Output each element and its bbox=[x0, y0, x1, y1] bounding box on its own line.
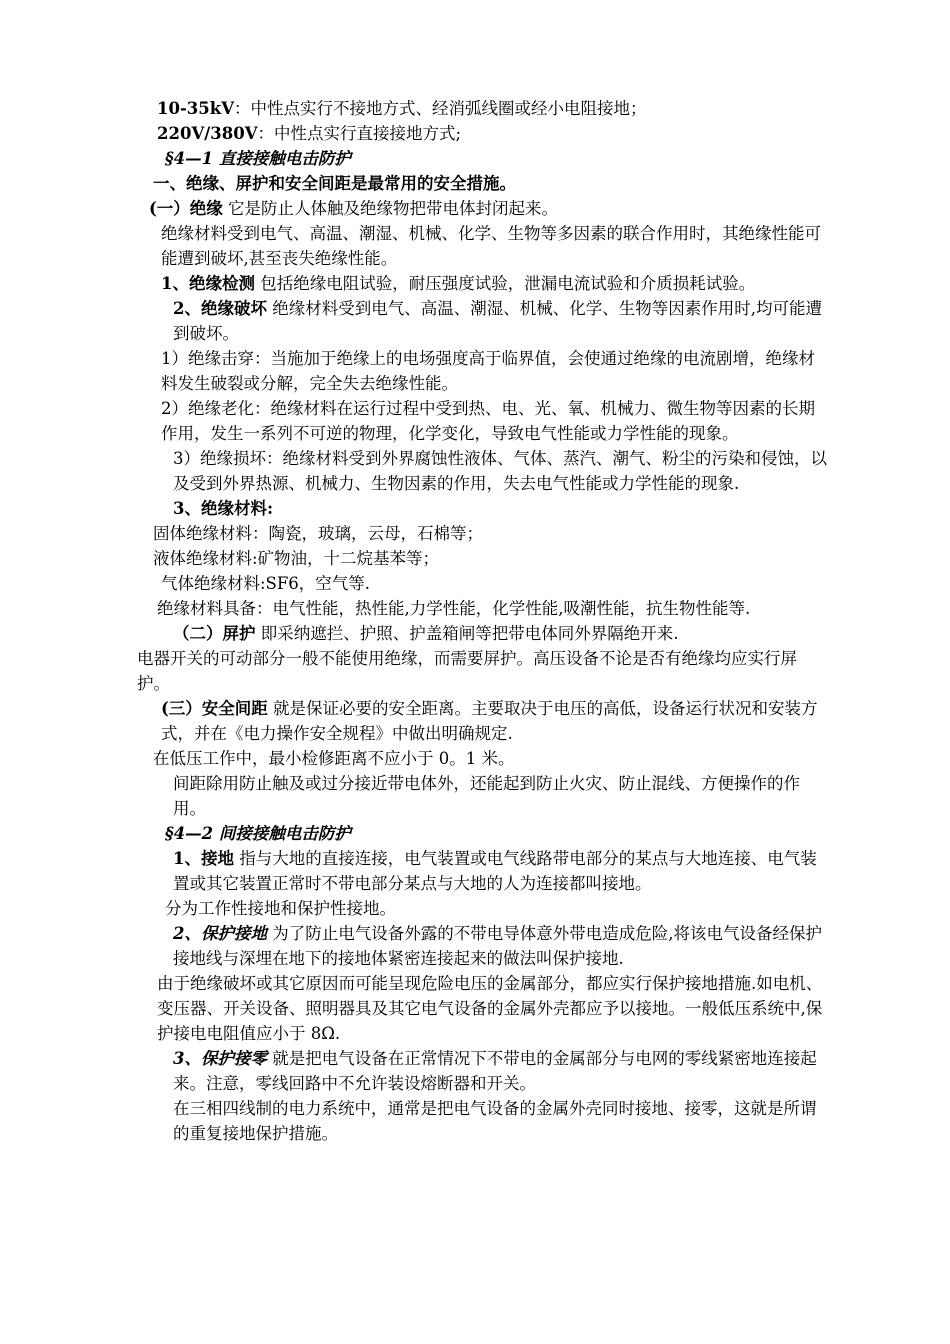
paragraph-grounding: 1、接地 指与大地的直接连接，电气装置或电气线路带电部分的某点与大地连接、电气装置或其它装置正常时不带电部分某点与大地的人为连接都叫接地。 bbox=[173, 849, 817, 893]
paragraph-material-properties: 绝缘材料具备：电气性能，热性能,力学性能，化学性能,吸潮性能，抗生物性能等. bbox=[157, 599, 751, 618]
paragraph-insulation-testing: 1、绝缘检测 包括绝缘电阻试验，耐压强度试验，泄漏电流试验和介质损耗试验。 bbox=[161, 274, 756, 293]
paragraph-min-distance: 在低压工作中，最小检修距离不应小于 0。1 米。 bbox=[153, 749, 515, 768]
paragraph-protective-neutral: 3、保护接零 就是把电气设备在正常情况下不带电的金属部分与电网的零线紧密地连接起来。注意，零线回路中不允许装设熔断器和开关。 bbox=[173, 1049, 817, 1093]
paragraph-insulation-damage: 2、绝缘破坏 绝缘材料受到电气、高温、潮湿、机械、化学、生物等因素作用时,均可能遭到破坏。 bbox=[173, 299, 822, 343]
paragraph-switch-shielding: 电器开关的可动部分一般不能使用绝缘，而需要屏护。高压设备不论是否有绝缘均应实行屏护。 bbox=[137, 649, 797, 693]
paragraph-liquid-materials: 液体绝缘材料:矿物油，十二烷基苯等； bbox=[153, 549, 440, 568]
paragraph-shielding: （二）屏护 即采纳遮拦、护照、护盖箱闸等把带电体同外界隔绝开来. bbox=[173, 624, 679, 643]
voltage-label: 220V/380V bbox=[157, 124, 258, 143]
paragraph-voltage-220v: 220V/380V：中性点实行直接接地方式; bbox=[157, 124, 462, 143]
paragraph-distance-purpose: 间距除用防止触及或过分接近带电体外，还能起到防止火灾、防止混线、方便操作的作用。 bbox=[173, 774, 800, 818]
paragraph-breakdown: 1）绝缘击穿：当施加于绝缘上的电场强度高于临界值，会使通过绝缘的电流剧增，绝缘材料发生破裂或分解，完全失去绝缘性能。 bbox=[161, 349, 815, 393]
paragraph-gas-materials: 气体绝缘材料:SF6，空气等. bbox=[161, 574, 371, 593]
paragraph-grounding-types: 分为工作性接地和保护性接地。 bbox=[165, 899, 396, 918]
paragraph-aging: 2）绝缘老化：绝缘材料在运行过程中受到热、电、光、氧、机械力、微生物等因素的长期作用，发生一系列不可逆的物理，化学变化，导致电气性能或力学性能的现象。 bbox=[161, 399, 815, 443]
paragraph-voltage-10-35kv: 10-35kV：中性点实行不接地方式、经消弧线圈或经小电阻接地； bbox=[157, 99, 647, 118]
voltage-label: 10-35kV bbox=[157, 99, 235, 118]
paragraph-damage: 3）绝缘损坏：绝缘材料受到外界腐蚀性液体、气体、蒸汽、潮气、粉尘的污染和侵蚀，以及受到外界热源、机械力、生物因素的作用，失去电气性能或力学性能的现象. bbox=[173, 449, 827, 493]
paragraph-safety-distance: (三）安全间距 就是保证必要的安全距离。主要取决于电压的高低，设备运行状况和安装方式，并在《电力操作安全规程》中做出明确规定. bbox=[161, 699, 818, 743]
paragraph-solid-materials: 固体绝缘材料：陶瓷，玻璃，云母，石棉等； bbox=[153, 524, 483, 543]
paragraph-protective-grounding: 2、保护接地 为了防止电气设备外露的不带电导体意外带电造成危险,将该电气设备经保护接地线与深埋在地下的接地体紧密连接起来的做法叫保护接地. bbox=[173, 924, 822, 968]
paragraph-grounding-measures: 由于绝缘破坏或其它原因而可能呈现危险电压的金属部分，都应实行保护接地措施.如电机、变压器、开关设备、照明器具及其它电气设备的金属外壳都应予以接地。一般低压系统中,保护接电电阻值应小于 8Ω. bbox=[157, 974, 823, 1043]
paragraph-insulation-materials-factors: 绝缘材料受到电气、高温、潮湿、机械、化学、生物等多因素的联合作用时，其绝缘性能可能遭到破坏,甚至丧失绝缘性能。 bbox=[161, 224, 821, 268]
paragraph-repeated-grounding: 在三相四线制的电力系统中，通常是把电气设备的金属外壳同时接地、接零，这就是所谓的重复接地保护措施。 bbox=[173, 1099, 817, 1143]
document-body bbox=[137, 96, 827, 1146]
heading-insulation-materials: 3、绝缘材料: bbox=[173, 499, 274, 518]
heading-safety-measures: 一、绝缘、屏护和安全间距是最常用的安全措施。 bbox=[153, 174, 516, 193]
section-heading-4-2: §4—2 间接接触电击防护 bbox=[165, 824, 351, 843]
paragraph-insulation: (一）绝缘 它是防止人体触及绝缘物把带电体封闭起来。 bbox=[149, 199, 559, 218]
section-heading-4-1: §4—1 直接接触电击防护 bbox=[165, 149, 351, 168]
